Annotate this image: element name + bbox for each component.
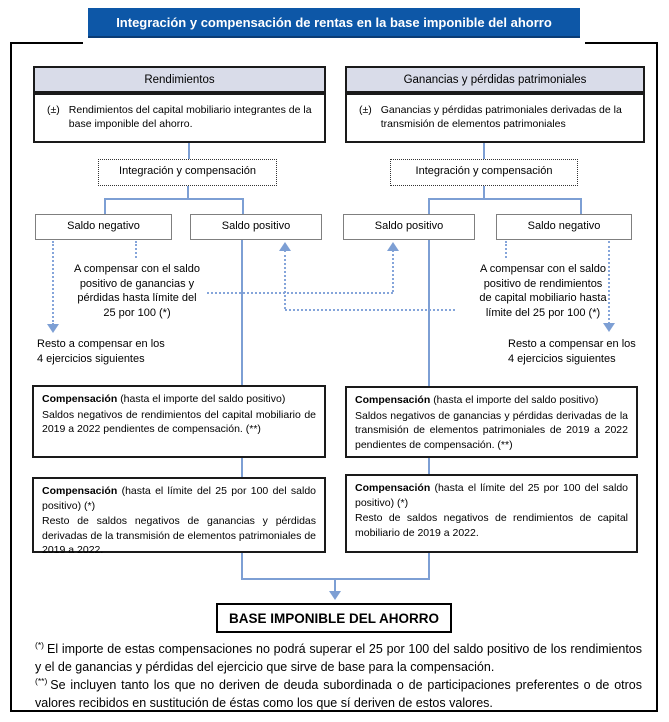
base-imponible-box bbox=[216, 603, 452, 633]
left-comp1-body: Saldos negativos de rendimientos del capital mobiliario de 2019 a 2022 pendientes de compensación. (**) bbox=[42, 408, 316, 435]
right-resto-note bbox=[508, 337, 658, 366]
right-integration-box bbox=[390, 159, 578, 186]
left-saldo-negativo-box bbox=[35, 214, 172, 240]
connector-left-bracket-pos bbox=[242, 198, 244, 214]
left-comp2-rest: (hasta el límite del 25 por 100 del saldo positivo) (*) bbox=[42, 485, 316, 512]
footnote-2 bbox=[35, 677, 642, 712]
left-source-box bbox=[33, 93, 326, 143]
left-compensation-box-2 bbox=[32, 477, 326, 556]
connector-left-bracket-neg bbox=[104, 198, 106, 214]
plus-minus-sign: (±) bbox=[47, 104, 60, 116]
left-resto-note bbox=[37, 337, 187, 366]
right-resto-line1: Resto a compensar en los bbox=[508, 338, 636, 350]
right-note-dotted-stub bbox=[505, 241, 507, 258]
left-source-text: Rendimientos del capital mobiliario integrantes de la base imponible del ahorro. bbox=[68, 104, 312, 130]
left-integration-box bbox=[98, 159, 277, 186]
left-comp2-body: Resto de saldos negativos de ganancias y pérdidas derivadas de la transmisión de elementos patrimoniales de 2019 a 2022. bbox=[42, 515, 316, 556]
left-note-dotted-stub bbox=[135, 241, 137, 258]
base-imponible-label: BASE IMPONIBLE DEL AHORRO bbox=[228, 611, 439, 626]
plus-minus-sign: (±) bbox=[359, 104, 372, 116]
connector-left-stem bbox=[187, 186, 189, 198]
cross-dotted-left-to-right-riser bbox=[392, 250, 394, 292]
right-carryforward-arrowhead-icon bbox=[603, 323, 615, 332]
left-resto-line1: Resto a compensar en los bbox=[37, 338, 165, 350]
connector-right-source-to-integration bbox=[483, 143, 485, 159]
footnote-2-text: Se incluyen tanto los que no deriven de deuda subordinada o de participaciones preferentes o de otros valores recibidos en sustitución de éstas como los que sí deriven de estos valores. bbox=[35, 678, 642, 710]
right-header-box bbox=[345, 66, 645, 93]
left-resto-line2: 4 ejercicios siguientes bbox=[37, 352, 145, 365]
right-header-label: Ganancias y pérdidas patrimoniales bbox=[403, 74, 587, 86]
right-note-line1: A compensar con el saldo bbox=[480, 263, 606, 275]
connector-right-bracket-neg bbox=[580, 198, 582, 214]
cross-dotted-right-to-left-riser bbox=[284, 250, 286, 309]
left-comp1-bold: Compensación bbox=[42, 393, 118, 405]
left-compensation-box-1 bbox=[32, 385, 326, 458]
right-comp2-bold: Compensación bbox=[355, 482, 431, 494]
right-comp1-body: Saldos negativos de ganancias y pérdidas derivadas de la transmisión de elementos patrimoniales de 2019 a 2022 pendientes de compensación. (**) bbox=[355, 409, 628, 451]
right-note-line3: de capital mobiliario hasta bbox=[479, 292, 607, 304]
right-saldo-positivo-arrowhead-icon bbox=[387, 242, 399, 251]
right-integration-label: Integración y compensación bbox=[415, 165, 553, 177]
right-comp1-rest: (hasta el importe del saldo positivo) bbox=[433, 394, 599, 406]
left-note-line4: 25 por 100 (*) bbox=[103, 306, 171, 319]
connector-result-stem bbox=[334, 578, 336, 591]
footnote-2-marker: (**) bbox=[35, 675, 48, 686]
right-saldo-positivo-label: Saldo positivo bbox=[374, 220, 444, 232]
right-resto-line2: 4 ejercicios siguientes bbox=[508, 352, 616, 365]
cross-dotted-left-to-right bbox=[207, 292, 393, 294]
right-note-line2: positivo de rendimientos bbox=[483, 277, 603, 290]
right-compensate-note bbox=[463, 262, 623, 320]
right-source-text: Ganancias y pérdidas patrimoniales derivadas de la transmisión de elementos patrimoniales bbox=[380, 104, 622, 130]
left-saldo-positivo-label: Saldo positivo bbox=[221, 220, 291, 232]
right-comp1-bold: Compensación bbox=[355, 394, 431, 406]
left-header-box bbox=[33, 66, 326, 93]
right-comp2-rest: (hasta el límite del 25 por 100 del saldo positivo) (*) bbox=[355, 482, 628, 509]
page-title: Integración y compensación de rentas en la base imponible del ahorro bbox=[88, 8, 580, 38]
connector-right-bracket bbox=[428, 198, 580, 200]
right-compensation-box-1 bbox=[345, 386, 638, 458]
left-saldo-negativo-label: Saldo negativo bbox=[67, 220, 140, 232]
left-header-label: Rendimientos bbox=[144, 74, 215, 86]
cross-dotted-right-to-left bbox=[285, 309, 455, 311]
left-note-line1: A compensar con el saldo bbox=[74, 263, 200, 275]
footnote-1-marker: (*) bbox=[35, 639, 44, 650]
connector-right-bracket-pos bbox=[428, 198, 430, 214]
right-saldo-negativo-box bbox=[496, 214, 632, 240]
left-comp1-rest: (hasta el importe del saldo positivo) bbox=[120, 393, 286, 405]
connector-left-bracket bbox=[104, 198, 243, 200]
right-saldo-positivo-box bbox=[343, 214, 475, 240]
left-compensate-note bbox=[63, 262, 211, 320]
right-source-box bbox=[345, 93, 645, 143]
left-integration-label: Integración y compensación bbox=[119, 165, 256, 177]
left-comp2-bold: Compensación bbox=[42, 485, 118, 497]
right-saldo-negativo-label: Saldo negativo bbox=[527, 220, 601, 232]
connector-right-stem bbox=[483, 186, 485, 198]
left-note-line3: pérdidas hasta límite del bbox=[77, 292, 197, 304]
left-carryforward-dotted-line bbox=[52, 241, 54, 325]
footnote-1-text: El importe de estas compensaciones no podrá superar el 25 por 100 del saldo positivo de los rendimientos y el de ganancias y pérdidas del ejercicio que sirve de base para la compensación. bbox=[35, 642, 642, 674]
footnote-1 bbox=[35, 641, 642, 676]
left-note-line2: positivo de ganancias y bbox=[79, 277, 195, 290]
right-compensation-box-2 bbox=[345, 474, 638, 553]
result-arrowhead-icon bbox=[329, 591, 341, 600]
left-saldo-positivo-box bbox=[190, 214, 322, 240]
right-comp2-body: Resto de saldos negativos de rendimientos de capital mobiliario de 2019 a 2022. bbox=[355, 512, 628, 539]
left-saldo-positivo-arrowhead-icon bbox=[279, 242, 291, 251]
left-carryforward-arrowhead-icon bbox=[47, 324, 59, 333]
right-note-line4: límite del 25 por 100 (*) bbox=[485, 306, 601, 319]
connector-left-source-to-integration bbox=[188, 143, 190, 159]
